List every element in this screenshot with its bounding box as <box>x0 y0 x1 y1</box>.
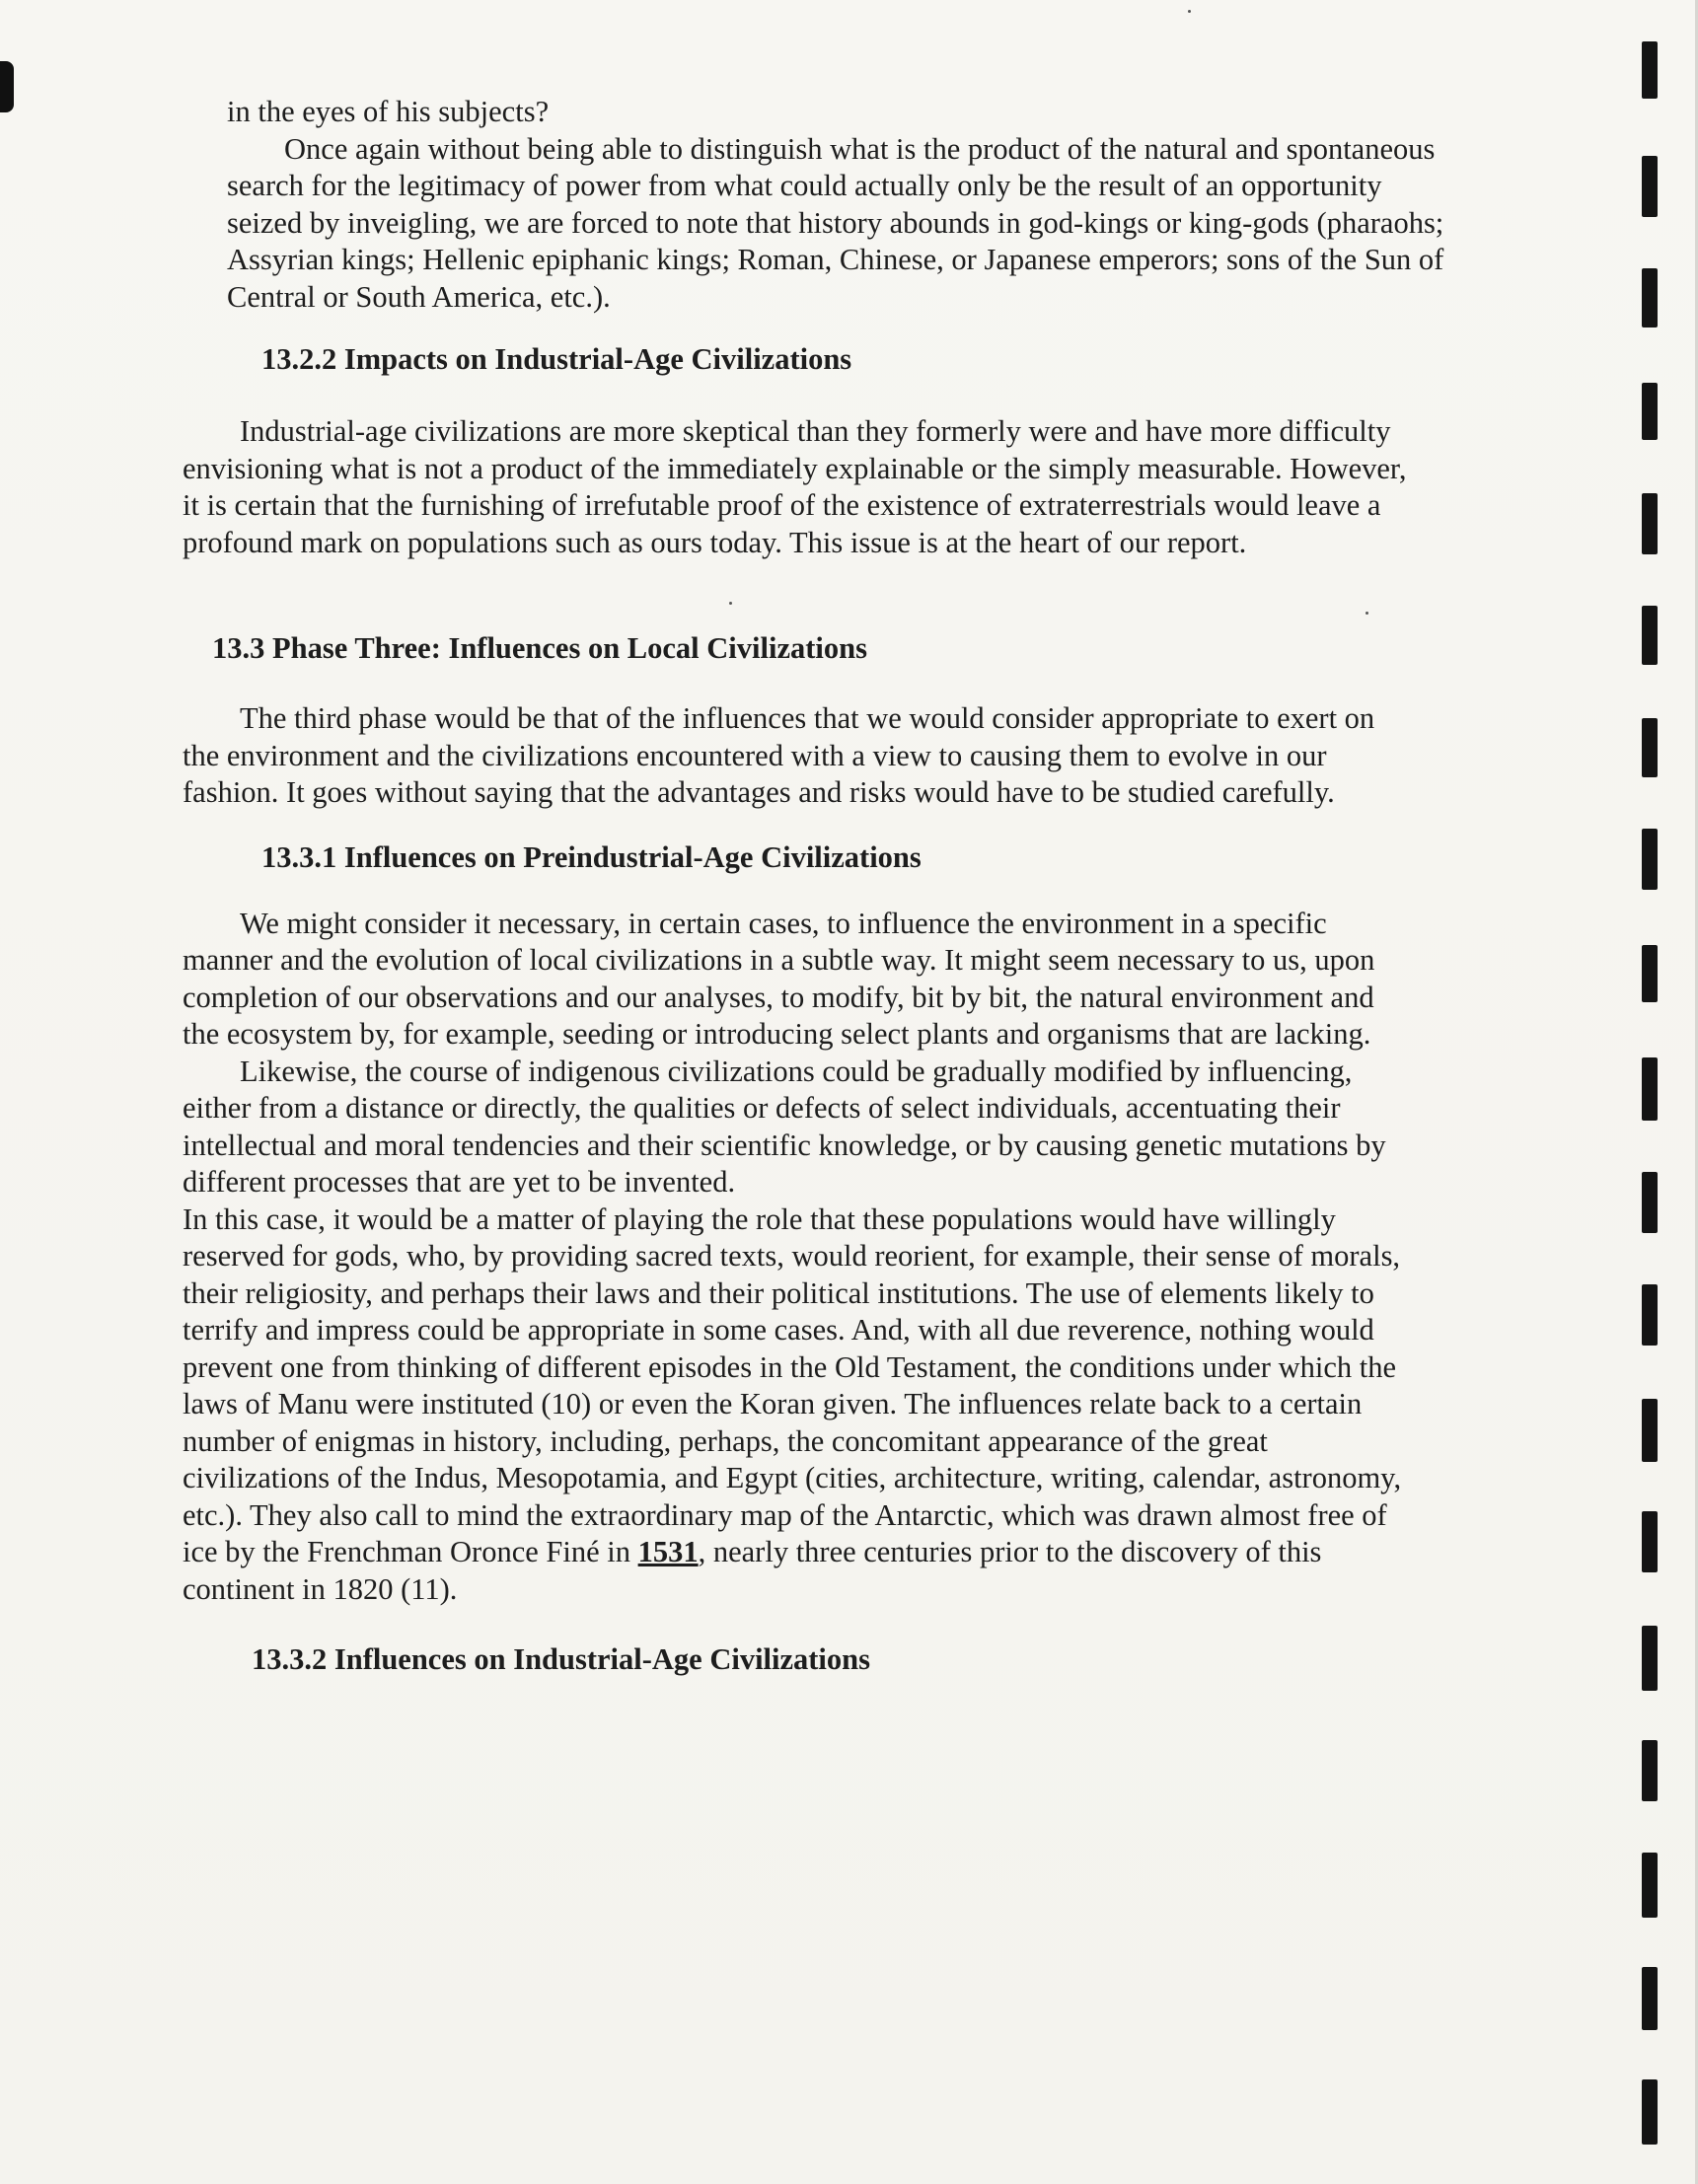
section-heading: 13.3 Phase Three: Influences on Local Civilizations <box>212 631 867 665</box>
section-heading: 13.3.1 Influences on Preindustrial-Age Civilizations <box>261 839 922 874</box>
binding-mark <box>0 61 14 112</box>
punch-hole <box>1642 1740 1658 1801</box>
punch-hole <box>1642 493 1658 554</box>
punch-hole <box>1642 41 1658 99</box>
underlined-year: 1531 <box>637 1535 699 1568</box>
paragraph: in the eyes of his subjects? <box>227 95 550 128</box>
paragraph: Industrial-age civilizations are more skeptical than they formerly were and have more difficulty envisioning what is not a product of the immediately explainable or the simply measurable. However, it is certain that the furnishing of irrefutable proof of the existence of extraterrestrials would leave a profound mark on populations such as ours today. This issue is at the heart of our report. <box>183 414 1407 559</box>
paragraph: Likewise, the course of indigenous civilizations could be gradually modified by influencing, either from a distance or directly, the qualities or defects of select individuals, accentuating their intellectual and moral tendencies and their scientific knowledge, or by causing genetic mutations by different processes that are yet to be invented. <box>183 1054 1386 1199</box>
punch-hole <box>1642 1853 1658 1918</box>
paragraph: The third phase would be that of the influences that we would consider appropriate to exert on the environment and the civilizations encountered with a view to causing them to evolve in our fashion. It goes without saying that the advantages and risks would have to be studied carefully. <box>183 701 1375 809</box>
punch-hole <box>1642 1511 1658 1572</box>
punch-hole <box>1642 1172 1658 1233</box>
punch-hole <box>1642 1626 1658 1691</box>
punch-hole <box>1642 156 1658 217</box>
punch-hole <box>1642 829 1658 890</box>
punch-hole <box>1642 1399 1658 1462</box>
paragraph-text: , nearly three centuries prior to the discovery of this continent in 1820 (11). <box>183 1535 1322 1606</box>
paragraph: Once again without being able to distinguish what is the product of the natural and spontaneous search for the legitimacy of power from what could actually only be the result of an opportunity seized by inveigling, we are forced to note that history abounds in god-kings or king-gods (pharaohs; Assyrian kings; Hellenic epiphanic kings; Roman, Chinese, or Japanese emperors; sons of the Sun of Central or South America, etc.). <box>227 131 1444 314</box>
section-heading: 13.3.2 Influences on Industrial-Age Civilizations <box>252 1642 870 1676</box>
punch-hole <box>1642 1284 1658 1346</box>
punch-hole <box>1642 606 1658 665</box>
punch-hole <box>1642 2079 1658 2145</box>
paragraph: We might consider it necessary, in certain cases, to influence the environment in a specific manner and the evolution of local civilizations in a subtle way. It might seem necessary to us, upon completion of our observations and our analyses, to modify, bit by bit, the natural environment and the ecosystem by, for example, seeding or introducing select plants and organisms that are lacking. <box>183 906 1375 1051</box>
punch-hole <box>1642 1967 1658 2030</box>
scan-speck <box>1188 10 1191 13</box>
punch-hole <box>1642 1057 1658 1121</box>
punch-hole <box>1642 268 1658 328</box>
paragraph-text: In this case, it would be a matter of playing the role that these populations would have willingly reserved for gods, who, by providing sacred texts, would reorient, for example, their sense of morals, their religiosity, and perhaps their laws and their political institutions. The use of elements likely to terrify and impress could be appropriate in some cases. And, with all due reverence, nothing would prevent one from thinking of different episodes in the Old Testament, the conditions under which the laws of Manu were instituted (10) or even the Koran given. The influences relate back to a certain number of enigmas in history, including, perhaps, the concomitant appearance of the great civilizations of the Indus, Mesopotamia, and Egypt (cities, architecture, writing, calendar, astronomy, etc.). They also call to mind the extraordinary map of the Antarctic, which was drawn almost free of ice by the Frenchman Oronce Finé in <box>183 1201 1402 1568</box>
punch-hole <box>1642 383 1658 440</box>
paragraph <box>183 1201 1406 1609</box>
document-body <box>183 94 1465 1678</box>
section-heading: 13.2.2 Impacts on Industrial-Age Civilizations <box>261 342 852 376</box>
punch-hole <box>1642 945 1658 1002</box>
punch-hole <box>1642 718 1658 777</box>
